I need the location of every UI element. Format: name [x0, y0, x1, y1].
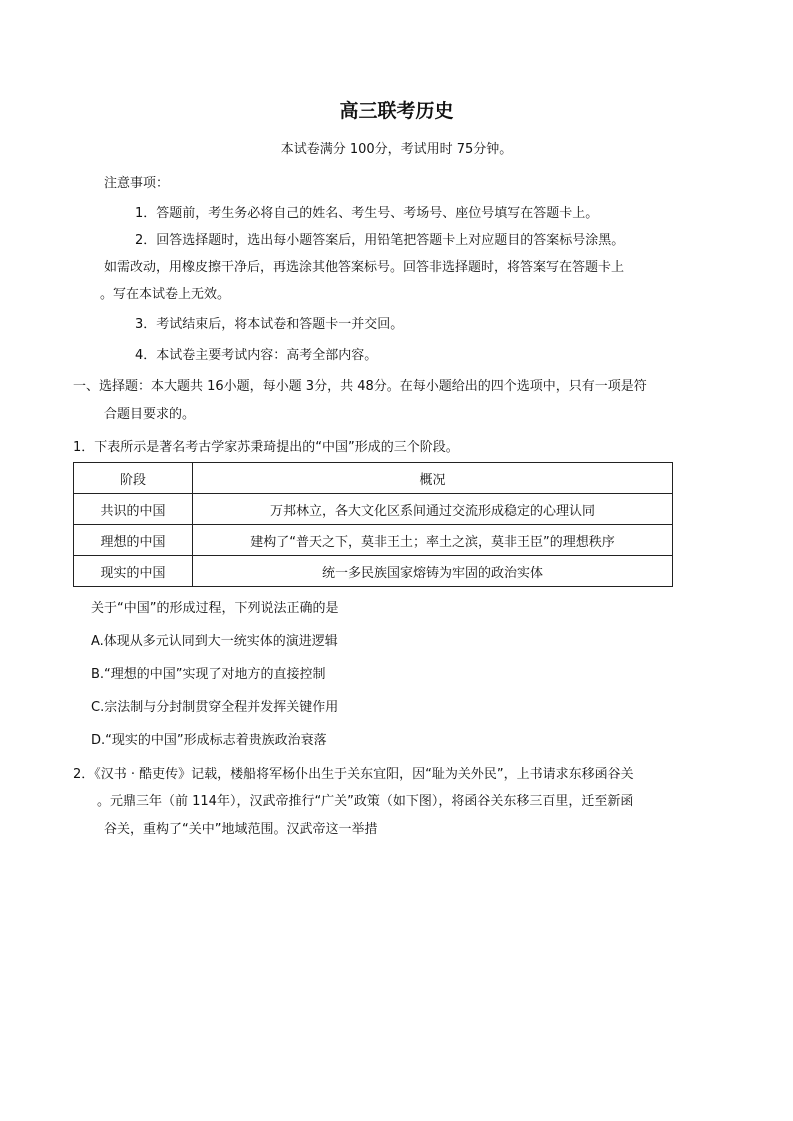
- table-header-cell: 阶段: [74, 463, 193, 494]
- question-1-stem: 1．下表所示是著名考古学家苏秉琦提出的“中国”形成的三个阶段。: [73, 440, 459, 455]
- table-cell-summary: 统一多民族国家熔铸为牢固的政治实体: [193, 556, 673, 587]
- question-1-option-d: D.“现实的中国”形成标志着贵族政治衰落: [91, 733, 327, 748]
- table-row: [74, 556, 673, 587]
- table-header-cell: 概况: [193, 463, 673, 494]
- exam-subtitle: 本试卷满分 100分，考试用时 75分钟。: [280, 142, 513, 157]
- page-title: 高三联考历史: [339, 100, 454, 122]
- table-cell-summary: 建构了“普天之下，莫非王土；率土之滨，莫非王臣”的理想秩序: [193, 525, 673, 556]
- question-1-option-b: B.“理想的中国”实现了对地方的直接控制: [91, 667, 326, 682]
- table-row: [74, 494, 673, 525]
- table-cell-stage: 共识的中国: [74, 494, 193, 525]
- question-1-table: [73, 462, 673, 587]
- question-2-line-1: 2．《汉书 · 酷吏传》记载，楼船将军杨仆出生于关东宜阳，因“耻为关外民”，上书请求东移函谷关: [73, 767, 634, 782]
- note-item-4: 4．本试卷主要考试内容：高考全部内容。: [135, 348, 378, 363]
- table-cell-stage: 理想的中国: [74, 525, 193, 556]
- section-1-heading-line-2: 合题目要求的。: [104, 407, 196, 422]
- table-header-row: [74, 463, 673, 494]
- note-item-1: 1．答题前，考生务必将自己的姓名、考生号、考场号、座位号填写在答题卡上。: [135, 206, 599, 221]
- section-1-heading-line-1: 一、选择题：本大题共 16小题，每小题 3分，共 48分。在每小题给出的四个选项中，只有一项是符: [73, 379, 647, 394]
- note-item-2-line-1: 2．回答选择题时，选出每小题答案后，用铅笔把答题卡上对应题目的答案标号涂黑。: [135, 233, 625, 248]
- table-row: [74, 525, 673, 556]
- note-item-3: 3．考试结束后，将本试卷和答题卡一并交回。: [135, 317, 404, 332]
- notes-heading: 注意事项：: [104, 176, 170, 191]
- question-2-line-3: 谷关，重构了“关中”地域范围。汉武帝这一举措: [104, 822, 378, 837]
- question-1-option-a: A.体现从多元认同到大一统实体的演进逻辑: [91, 634, 338, 649]
- note-item-2-line-2: 如需改动，用橡皮擦干净后，再选涂其他答案标号。回答非选择题时，将答案写在答题卡上: [104, 260, 625, 275]
- table-cell-summary: 万邦林立，各大文化区系间通过交流形成稳定的心理认同: [193, 494, 673, 525]
- question-1-prompt: 关于“中国”的形成过程，下列说法正确的是: [91, 601, 339, 616]
- note-item-2-line-3: 。写在本试卷上无效。: [100, 287, 231, 302]
- question-1-option-c: C.宗法制与分封制贯穿全程并发挥关键作用: [91, 700, 339, 715]
- table-cell-stage: 现实的中国: [74, 556, 193, 587]
- question-2-line-2: 。元鼎三年（前 114年），汉武帝推行“广关”政策（如下图），将函谷关东移三百里，迁至新函: [97, 794, 634, 809]
